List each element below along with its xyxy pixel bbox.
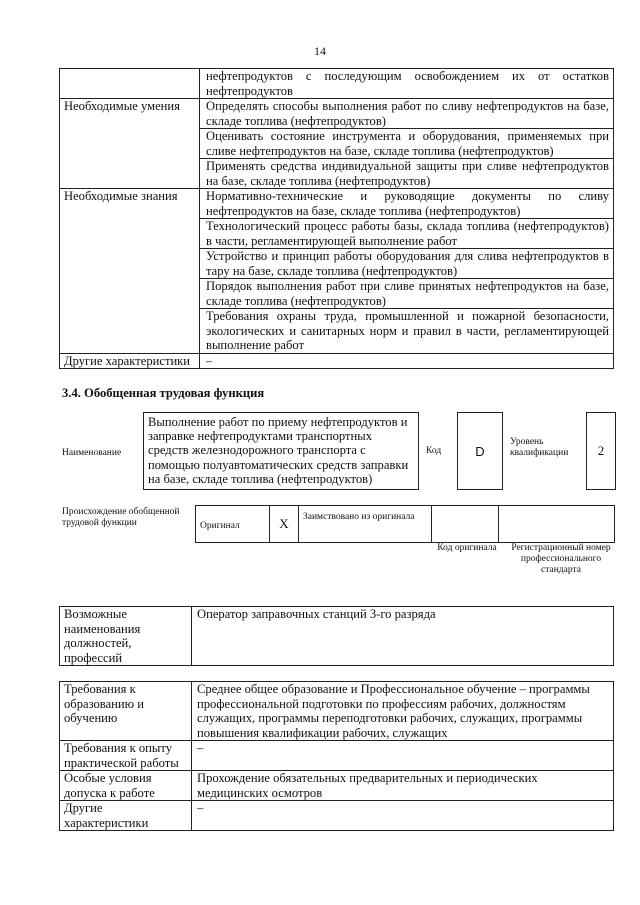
labor-action-table — [59, 68, 614, 369]
original-label-cell — [196, 506, 270, 543]
code-label: Код — [426, 446, 442, 456]
table-row — [60, 607, 614, 666]
original-mark: X — [270, 506, 299, 543]
table-row — [60, 189, 614, 219]
admission-conditions-label: Особые условия допуска к работе — [60, 771, 192, 801]
other-characteristics-value: – — [200, 353, 614, 369]
positions-value: Оператор заправочных станций 3-го разряда — [192, 607, 614, 666]
requirements-table — [59, 681, 614, 831]
skills-label: Необходимые умения — [60, 99, 200, 189]
continuation-text: нефтепродуктов с последующим освобождением их от остатков нефтепродуктов — [200, 69, 614, 99]
name-label: Наименование — [62, 448, 122, 458]
table-row — [196, 506, 615, 543]
code-original-caption: Код оригинала — [437, 543, 497, 553]
table-row — [60, 801, 614, 831]
table-row — [60, 771, 614, 801]
knowledge-item: Технологический процесс работы базы, склада топлива (нефтепродуктов) в части, регламентирующей выполнение работ — [200, 219, 614, 249]
other-characteristics-label: Другие характеристики — [60, 801, 192, 831]
knowledge-item: Порядок выполнения работ при сливе принятых нефтепродуктов на базе, складе топлива (нефтепродуктов) — [200, 279, 614, 309]
borrowed-label-cell — [299, 506, 432, 543]
table-row — [60, 69, 614, 99]
experience-value: – — [192, 741, 614, 771]
qualification-level-value: 2 — [586, 412, 616, 490]
knowledge-item: Требования охраны труда, промышленной и пожарной безопасности, экологических и санитарных норм и правил в части, регламентирующей выполнение работ — [200, 309, 614, 354]
table-row — [60, 353, 614, 369]
knowledge-item: Устройство и принцип работы оборудования для слива нефтепродуктов в тару на базе, складе топлива (нефтепродуктов) — [200, 249, 614, 279]
other-characteristics-label: Другие характеристики — [60, 353, 200, 369]
section-title: 3.4. Обобщенная трудовая функция — [62, 386, 265, 400]
code-original-cell — [432, 506, 499, 543]
reg-number-caption: Регистрационный номер профессионального стандарта — [511, 543, 611, 575]
skill-item: Оценивать состояние инструмента и оборудования, применяемых при сливе нефтепродуктов на базе, складе топлива (нефтепродуктов) — [200, 129, 614, 159]
original-label: Оригинал — [200, 520, 240, 531]
education-label: Требования к образованию и обучению — [60, 682, 192, 741]
reg-number-cell — [499, 506, 615, 543]
qualification-level-label: Уровень квалификации — [510, 437, 569, 458]
function-name-value: Выполнение работ по приему нефтепродуктов и заправке нефтепродуктами транспортных средств железнодорожного транспорта с помощью полуавтоматических средств заправки на базе, складе топлива (нефтепродуктов) — [143, 412, 419, 490]
borrowed-label: Заимствовано из оригинала — [303, 512, 415, 522]
table-row — [60, 682, 614, 741]
origin-label: Происхождение обобщенной трудовой функции — [62, 507, 180, 528]
table-cell-empty — [60, 69, 200, 99]
admission-conditions-value: Прохождение обязательных предварительных и периодических медицинских осмотров — [192, 771, 614, 801]
table-row — [60, 99, 614, 129]
skill-item: Применять средства индивидуальной защиты при сливе нефтепродуктов на базе, складе топлива (нефтепродуктов) — [200, 159, 614, 189]
origin-table — [195, 505, 615, 543]
knowledge-label: Необходимые знания — [60, 189, 200, 354]
positions-table — [59, 606, 614, 666]
education-value: Среднее общее образование и Профессиональное обучение – программы профессиональной подготовки по профессиям рабочих, должностям служащих, программы переподготовки рабочих, служащих, программы повышения квалификации рабочих, служащих — [192, 682, 614, 741]
table-row — [60, 741, 614, 771]
other-characteristics-value: – — [192, 801, 614, 831]
experience-label: Требования к опыту практической работы — [60, 741, 192, 771]
knowledge-item: Нормативно-технические и руководящие документы по сливу нефтепродуктов на базе, складе топлива (нефтепродуктов) — [200, 189, 614, 219]
page-number: 14 — [314, 44, 326, 58]
skill-item: Определять способы выполнения работ по сливу нефтепродуктов на базе, складе топлива (нефтепродуктов) — [200, 99, 614, 129]
positions-label: Возможные наименования должностей, профессий — [60, 607, 192, 666]
code-value: D — [457, 412, 503, 490]
